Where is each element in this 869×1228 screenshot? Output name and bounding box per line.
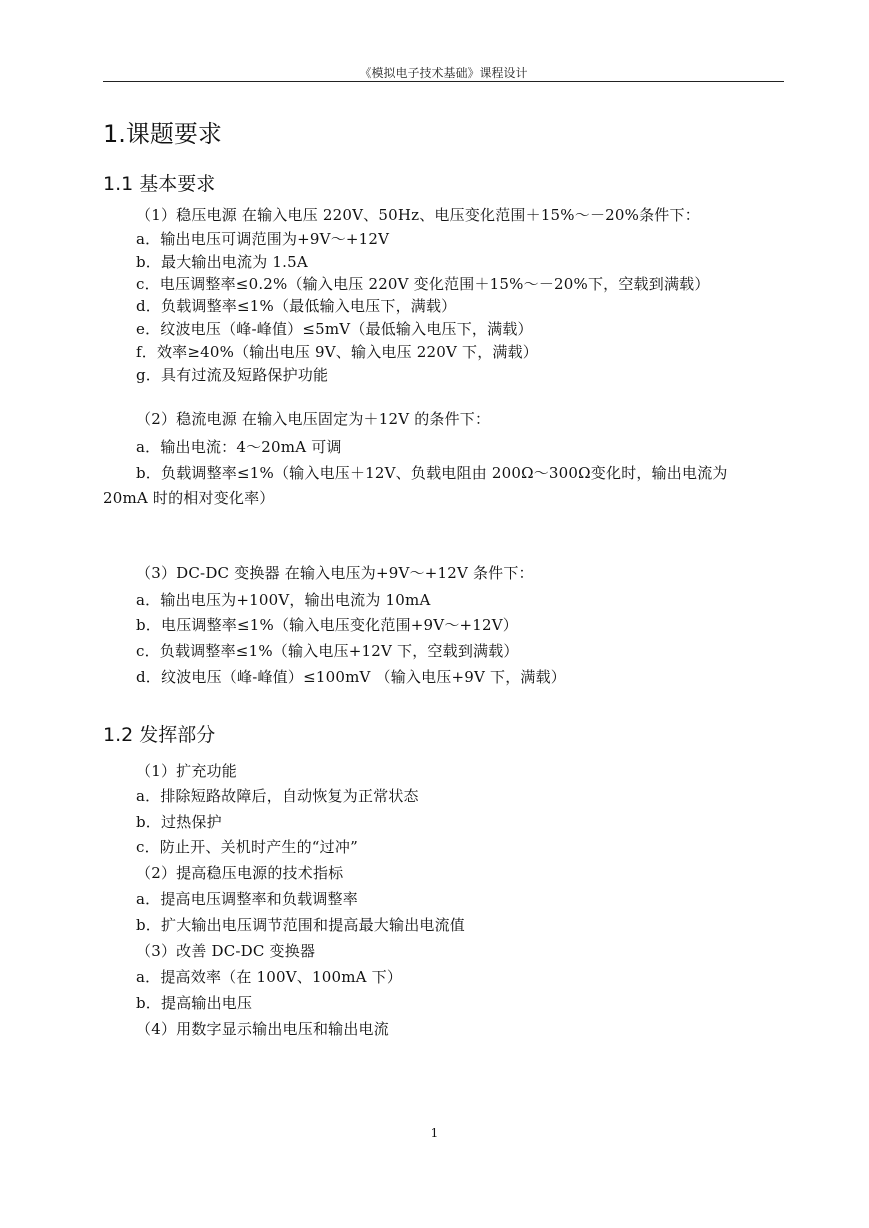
requirement-line: a．输出电流：4～20mA 可调	[136, 438, 342, 456]
requirement-line: b．最大输出电流为 1.5A	[136, 253, 308, 271]
requirement-line: a．提高电压调整率和负载调整率	[136, 890, 358, 908]
requirement-line: c．电压调整率≤0.2%（输入电压 220V 变化范围＋15%～－20%下，空载到满载）	[136, 275, 710, 293]
requirement-line: （2）稳流电源 在输入电压固定为＋12V 的条件下：	[136, 410, 491, 428]
requirement-line: c．负载调整率≤1%（输入电压+12V 下，空载到满载）	[136, 642, 519, 660]
requirement-line: d．纹波电压（峰-峰值）≤100mV （输入电压+9V 下，满载）	[136, 668, 567, 686]
requirement-line: b．过热保护	[136, 813, 222, 831]
requirement-line: （3）改善 DC-DC 变换器	[136, 942, 316, 960]
requirement-line: c．防止开、关机时产生的“过冲”	[136, 838, 358, 856]
requirement-line: b．提高输出电压	[136, 994, 253, 1012]
requirement-line: g．具有过流及短路保护功能	[136, 366, 329, 384]
requirement-line: a．提高效率（在 100V、100mA 下）	[136, 968, 403, 986]
requirement-line: d．负载调整率≤1%（最低输入电压下，满载）	[136, 297, 457, 315]
requirement-line: b．电压调整率≤1%（输入电压变化范围+9V～+12V）	[136, 616, 519, 634]
requirement-line: （1）稳压电源 在输入电压 220V、50Hz、电压变化范围＋15%～－20%条件下：	[136, 206, 700, 224]
requirement-line: 20mA 时的相对变化率）	[103, 489, 275, 507]
requirement-line: a．排除短路故障后，自动恢复为正常状态	[136, 787, 419, 805]
requirement-line: （3）DC-DC 变换器 在输入电压为+9V～+12V 条件下：	[136, 564, 534, 582]
requirement-line: （4）用数字显示输出电压和输出电流	[136, 1020, 389, 1038]
header-divider	[103, 81, 784, 82]
requirement-line: （1）扩充功能	[136, 762, 237, 780]
requirement-line: a．输出电压为+100V，输出电流为 10mA	[136, 591, 431, 609]
requirement-line: b．扩大输出电压调节范围和提高最大输出电流值	[136, 916, 466, 934]
running-header: 《模拟电子技术基础》课程设计	[359, 66, 528, 80]
section-heading-basic: 1.1 基本要求	[103, 173, 216, 195]
requirement-line: f．效率≥40%（输出电压 9V、输入电压 220V 下，满载）	[136, 343, 539, 361]
requirement-line: a．输出电压可调范围为+9V～+12V	[136, 230, 390, 248]
section-heading-extra: 1.2 发挥部分	[103, 724, 216, 746]
requirement-line: e．纹波电压（峰-峰值）≤5mV（最低输入电压下，满载）	[136, 320, 533, 338]
page-number: 1	[430, 1126, 439, 1140]
chapter-heading: 1.课题要求	[103, 120, 222, 148]
requirement-line: （2）提高稳压电源的技术指标	[136, 864, 344, 882]
requirement-line: b．负载调整率≤1%（输入电压＋12V、负载电阻由 200Ω～300Ω变化时，输出电流为	[136, 464, 728, 482]
